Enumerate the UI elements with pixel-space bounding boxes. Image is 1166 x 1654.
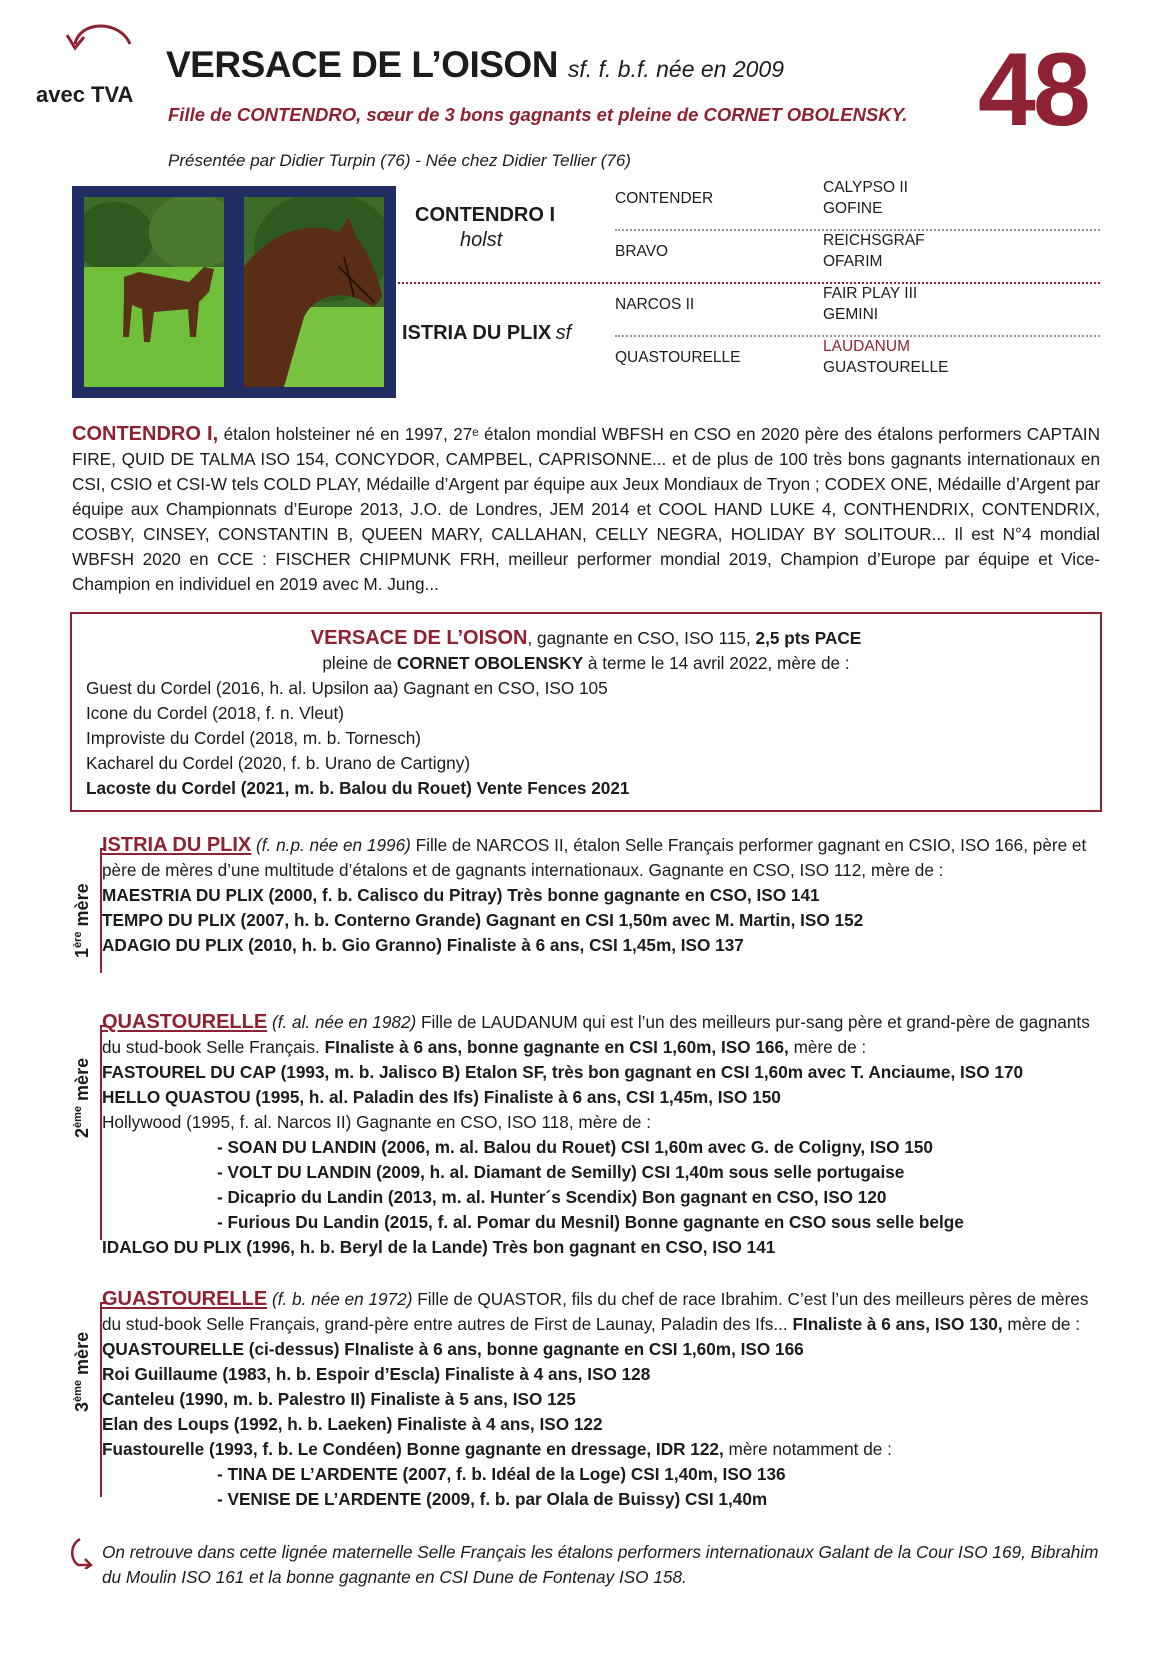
horse-photo-head <box>244 197 384 387</box>
mere3-fuas-rest: mère notamment de : <box>723 1439 892 1459</box>
mere2-produce-1: FASTOUREL DU CAP (1993, m. b. Jalisco B) Etalon SF, très bon gagnant en CSI 1,60m avec T. Anciaume, ISO 170 <box>102 1062 1024 1082</box>
box-produce-2: Icone du Cordel (2018, f. n. Vleut) <box>86 703 344 723</box>
mere3-intro <box>102 1287 1100 1337</box>
mere3-section <box>102 1287 1100 1512</box>
mere3-info: (f. b. née en 1972) <box>267 1289 413 1309</box>
mere2-sub-produce-1: - SOAN DU LANDIN (2006, m. al. Balou du Rouet) CSI 1,60m avec G. de Coligny, ISO 150 <box>217 1137 933 1157</box>
pedigree-chart <box>402 179 1100 402</box>
box-lead: VERSACE DE L’OISON <box>310 627 528 649</box>
footer-arrow-icon <box>66 1537 94 1569</box>
mere2-section <box>102 1010 1100 1260</box>
mere3-sub-produce-1: - TINA DE L’ARDENTE (2007, f. b. Idéal de la Loge) CSI 1,40m, ISO 136 <box>217 1464 786 1484</box>
mere2-sub-produce-3: - Dicaprio du Landin (2013, m. al. Hunter´s Scendix) Bon gagnant en CSO, ISO 120 <box>217 1187 887 1207</box>
mere2-sub-produce-2: - VOLT DU LANDIN (2009, h. al. Diamant de Semilly) CSI 1,40m sous selle portugaise <box>217 1162 905 1182</box>
horse-name: VERSACE DE L’OISON <box>166 44 558 85</box>
mere1-section <box>102 833 1100 958</box>
mere1-lead: ISTRIA DU PLIX <box>102 834 252 856</box>
footer-note: On retrouve dans cette lignée maternelle Selle Français les étalons performers internationaux Galant de la Cour ISO 169, Bibrahim du Moulin ISO 161 et la bonne gagnante en CSI Dune de Fontenay ISO 158. <box>102 1542 1099 1587</box>
mere2-text-c: mère de : <box>788 1037 867 1057</box>
mere3-text-c: mère de : <box>1002 1314 1080 1334</box>
mere3-produce-3: Canteleu (1990, m. b. Palestro II) Finaliste à 5 ans, ISO 125 <box>102 1389 576 1409</box>
tva-label: avec TVA <box>36 82 134 107</box>
mere3-label: 3ème mère <box>72 1331 92 1412</box>
mere3-fuastourelle <box>102 1437 1100 1462</box>
pedigree-gen2-1: CONTENDER <box>615 190 714 207</box>
pedigree-divider <box>615 229 1100 231</box>
pedigree-gen3-1: CALYPSO II <box>823 179 908 196</box>
horse-description: sf. f. b.f. née en 2009 <box>567 56 785 82</box>
mere1-produce-3: ADAGIO DU PLIX (2010, h. b. Gio Granno) Finaliste à 6 ans, CSI 1,45m, ISO 137 <box>102 935 744 955</box>
mere3-produce-1: QUASTOURELLE (ci-dessus) FInaliste à 6 ans, bonne gagnante en CSI 1,60m, ISO 166 <box>102 1339 804 1359</box>
mere1-label: 1ère mère <box>72 883 92 958</box>
pedigree-gen2-2: BRAVO <box>615 243 669 260</box>
mere3-text-a: Fille de QUASTOR, fils du chef de race Ibrahim. C’est l’un des meilleurs pères de mères du stud-book Selle Français, grand-père entre autres de First de Launay, Paladin des Ifs... <box>102 1289 1089 1334</box>
pedigree-gen3-2: GOFINE <box>823 200 883 217</box>
pedigree-dam-line <box>402 322 571 345</box>
box-line2-a: pleine de <box>322 653 397 673</box>
mere2-produce-2: HELLO QUASTOU (1995, h. al. Paladin des Ifs) Finaliste à 6 ans, CSI 1,45m, ISO 150 <box>102 1087 781 1107</box>
pedigree-sire-breed: holst <box>460 229 503 251</box>
sire-paragraph-text: étalon holsteiner né en 1997, 27ᵉ étalon mondial WBFSH en CSO en 2020 père des étalons performers CAPTAIN FIRE, QUID DE TALMA ISO 154, CONCYDOR, CAMPBEL, CAPRISONNE... et de plus de 100 très bons gagnants internationaux en CSI, CSIO et CSI-W tels COLD PLAY, Médaille d’Argent par équipe aux Jeux Mondiaux de Tryon ; CODEX ONE, Médaille d’Argent par équipe aux Championnats d’Europe 2013, J.O. de Londres, JEM 2014 et COOL HAND LUKE 4, CONTHENDRIX, CONTENDRIX, COSBY, CINSEY, CONSTANTIN B, QUEEN MARY, CALLAHAN, CELLY NEGRA, HOLIDAY BY SOLITOUR... Il est N°4 mondial WBFSH 2020 en CCE : FISCHER CHIPMUNK FRH, meilleur performer mondial 2019, Champion d’Europe par équipe et Vice-Champion en individuel en 2019 avec M. Jung... <box>72 424 1100 594</box>
mere1-produce-2: TEMPO DU PLIX (2007, h. b. Conterno Grande) Gagnant en CSI 1,50m avec M. Martin, ISO 152 <box>102 910 864 930</box>
box-produce-1: Guest du Cordel (2016, h. al. Upsilon aa) Gagnant en CSO, ISO 105 <box>86 678 608 698</box>
mere2-hollywood: Hollywood (1995, f. al. Narcos II) Gagnante en CSO, ISO 118, mère de : <box>102 1112 651 1132</box>
horse-photos <box>72 186 396 398</box>
mere2-text-b: FInaliste à 6 ans, bonne gagnante en CSI 1,60m, ISO 166, <box>324 1037 789 1057</box>
presented-by: Présentée par Didier Turpin (76) - Née chez Didier Tellier (76) <box>168 151 631 170</box>
sire-paragraph-lead: CONTENDRO I, <box>72 423 219 445</box>
mere2-info: (f. al. née en 1982) <box>267 1012 417 1032</box>
box-produce-last: Lacoste du Cordel (2021, m. b. Balou du Rouet) Vente Fences 2021 <box>86 778 630 798</box>
mere2-label: 2ème mère <box>72 1057 92 1138</box>
horse-subtitle: Fille de CONTENDRO, sœur de 3 bons gagnants et pleine de CORNET OBOLENSKY. <box>168 104 908 125</box>
horse-box <box>70 612 1102 812</box>
pedigree-dam: ISTRIA DU PLIX <box>402 322 552 344</box>
box-line2-b: CORNET OBOLENSKY <box>396 653 584 673</box>
mere2-sub-produce-4: - Furious Du Landin (2015, f. al. Pomar du Mesnil) Bonne gagnante en CSO sous selle belge <box>217 1212 964 1232</box>
mere3-fuas-bold: Fuastourelle (1993, f. b. Le Condéen) Bonne gagnante en dressage, IDR 122, <box>102 1439 724 1459</box>
mere2-lead: QUASTOURELLE <box>102 1011 268 1033</box>
pedigree-divider <box>615 335 1100 337</box>
mere2-intro <box>102 1010 1100 1060</box>
mere3-text-b: FInaliste à 6 ans, ISO 130, <box>792 1314 1003 1334</box>
box-line2 <box>86 651 1086 676</box>
box-line1 <box>86 626 1086 651</box>
lot-number: 48 <box>978 32 1088 148</box>
sire-paragraph <box>72 422 1100 597</box>
pedigree-main-divider <box>398 282 1100 284</box>
pedigree-sire: CONTENDRO I <box>415 204 555 226</box>
box-line1-text: , gagnante en CSO, ISO 115, <box>527 628 756 648</box>
mere1-info: (f. n.p. née en 1996) <box>251 835 411 855</box>
pedigree-gen3-7: LAUDANUM <box>823 338 910 355</box>
pedigree-dam-breed: sf <box>555 322 572 344</box>
box-line2-c: à terme le 14 avril 2022, mère de : <box>583 653 850 673</box>
mere3-produce-2: Roi Guillaume (1983, h. b. Espoir d’Escla) Finaliste à 4 ans, ISO 128 <box>102 1364 651 1384</box>
pedigree-gen3-5: FAIR PLAY III <box>823 285 918 302</box>
pedigree-gen3-4: OFARIM <box>823 253 883 270</box>
mere2-text-a: Fille de LAUDANUM qui est l’un des meilleurs pur-sang père et grand-père de gagnants du stud-book Selle Français. <box>102 1012 1090 1057</box>
box-pace: 2,5 pts PACE <box>755 628 862 648</box>
mere2-produce-last: IDALGO DU PLIX (1996, h. b. Beryl de la Lande) Très bon gagnant en CSO, ISO 141 <box>102 1237 776 1257</box>
mere3-lead: GUASTOURELLE <box>102 1288 268 1310</box>
horse-title <box>166 44 784 86</box>
box-produce-4: Kacharel du Cordel (2020, f. b. Urano de Cartigny) <box>86 753 471 773</box>
pedigree-gen3-8: GUASTOURELLE <box>823 359 949 376</box>
mere3-sub-produce-2: - VENISE DE L’ARDENTE (2009, f. b. par Olala de Buissy) CSI 1,40m <box>217 1489 768 1509</box>
mere1-text: Fille de NARCOS II, étalon Selle Français performer gagnant en CSIO, ISO 166, père et père de mères d’une multitude d’étalons et de gagnants internationaux. Gagnante en CSO, ISO 112, mère de : <box>102 835 1087 880</box>
tva-arrow-icon <box>50 22 140 72</box>
pedigree-gen2-3: NARCOS II <box>615 296 695 313</box>
box-produce-3: Improviste du Cordel (2018, m. b. Tornesch) <box>86 728 421 748</box>
pedigree-gen2-4: QUASTOURELLE <box>615 349 741 366</box>
mere1-intro <box>102 833 1100 883</box>
pedigree-gen3-3: REICHSGRAF <box>823 232 925 249</box>
pedigree-gen3-6: GEMINI <box>823 306 879 323</box>
mere1-produce-1: MAESTRIA DU PLIX (2000, f. b. Calisco du Pitray) Très bonne gagnante en CSO, ISO 141 <box>102 885 820 905</box>
horse-photo-full-body <box>84 197 224 387</box>
mere3-produce-4: Elan des Loups (1992, h. b. Laeken) Finaliste à 4 ans, ISO 122 <box>102 1414 603 1434</box>
